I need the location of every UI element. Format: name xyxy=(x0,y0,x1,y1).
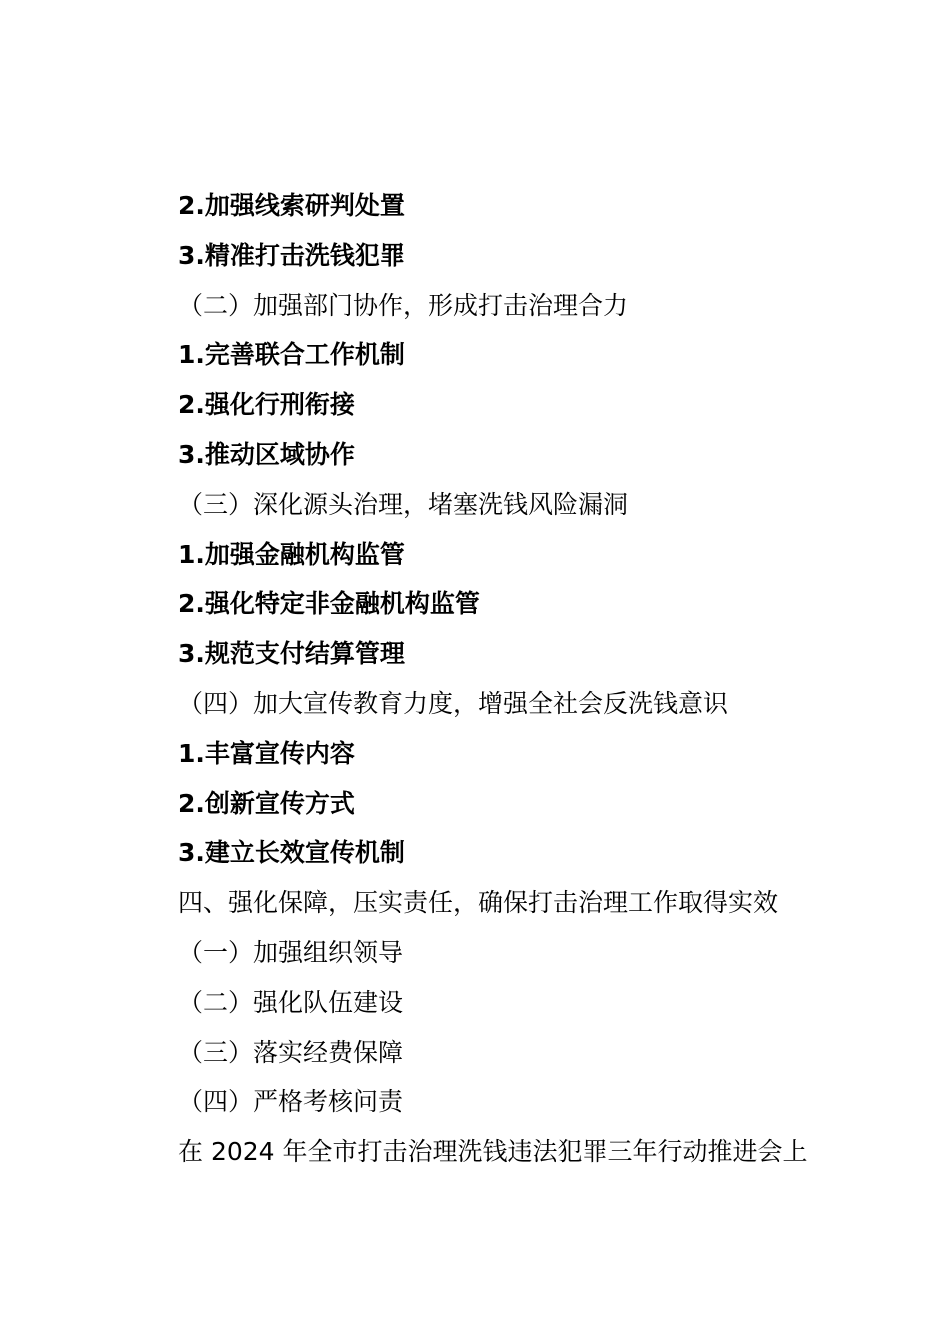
subsection-item: 3.精准打击洗钱犯罪 xyxy=(178,240,405,270)
subsection-item: 3.规范支付结算管理 xyxy=(178,639,405,669)
subsection-item: 1.完善联合工作机制 xyxy=(178,340,405,370)
subsection-item: 2.创新宣传方式 xyxy=(178,788,355,818)
subsection-item: 2.强化行刑衔接 xyxy=(178,390,355,420)
section-heading: （四）加大宣传教育力度，增强全社会反洗钱意识 xyxy=(178,688,729,718)
subsection-item: 2.强化特定非金融机构监管 xyxy=(178,589,480,619)
subsection-item: 1.加强金融机构监管 xyxy=(178,539,405,569)
section-heading: （一）加强组织领导 xyxy=(178,937,404,967)
subsection-item: 3.建立长效宣传机制 xyxy=(178,838,405,868)
section-heading: （三）落实经费保障 xyxy=(178,1037,404,1067)
subsection-item: 2.加强线索研判处置 xyxy=(178,191,405,220)
section-heading: （二）强化队伍建设 xyxy=(178,987,404,1017)
section-heading: （三）深化源头治理，堵塞洗钱风险漏洞 xyxy=(178,489,629,519)
section-heading: （四）严格考核问责 xyxy=(178,1087,404,1117)
document-title-line: 在 2024 年全市打击治理洗钱违法犯罪三年行动推进会上 xyxy=(178,1137,808,1167)
subsection-item: 1.丰富宣传内容 xyxy=(178,738,355,768)
document-body xyxy=(178,186,878,1182)
section-heading: （二）加强部门协作，形成打击治理合力 xyxy=(178,290,629,320)
subsection-item: 3.推动区域协作 xyxy=(178,439,355,469)
chapter-heading: 四、强化保障，压实责任，确保打击治理工作取得实效 xyxy=(178,888,779,918)
